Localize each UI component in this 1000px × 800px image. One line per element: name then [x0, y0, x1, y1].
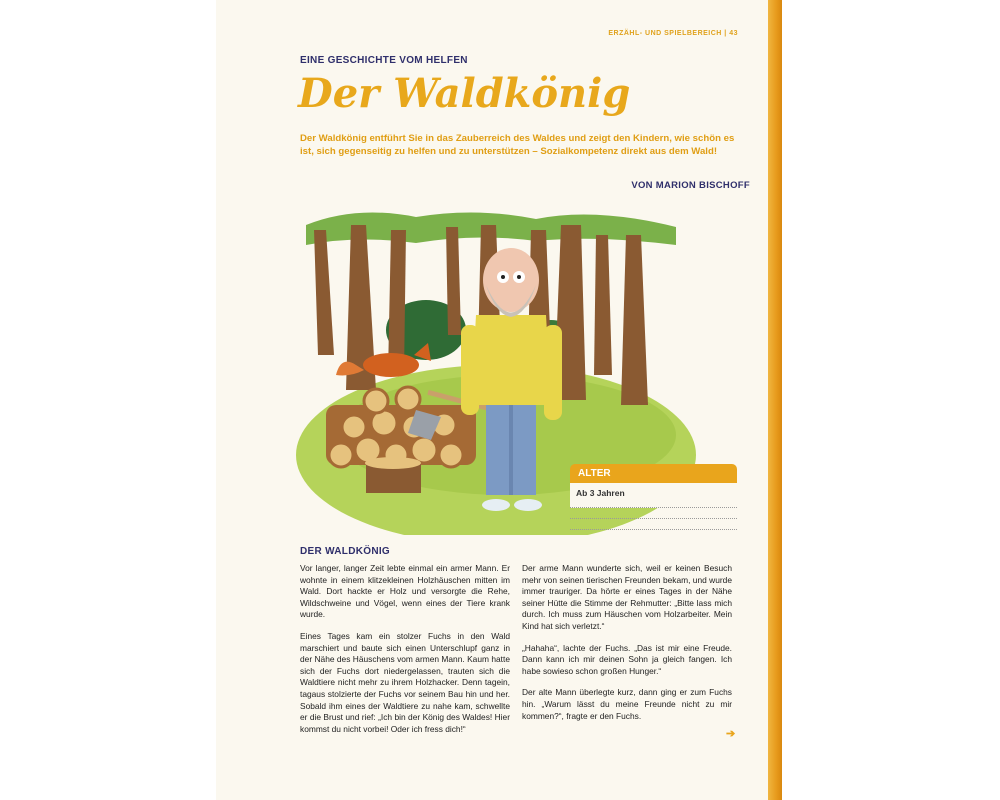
story-paragraph: Vor langer, langer Zeit lebte einmal ein armer Mann. Er wohnte in einem klitzekleinen Holzhäuschen mitten im Wald. Dort hackte er Holz und versorgte die Rehe, Wildschweine und Vögel, wenn eines der Tiere krank wurde. [300, 563, 510, 620]
story-paragraph: „Hahaha“, lachte der Fuchs. „Das ist mir eine Freude. Dann kann ich mir deinen Sohn ja gleich fangen. Ich habe sowieso schon großen Hunger.“ [522, 642, 732, 676]
article-author: VON MARION BISCHOFF [631, 180, 750, 191]
continue-arrow-icon[interactable]: ➔ [726, 728, 736, 740]
story-column-left [300, 563, 510, 745]
age-info-value: Ab 3 Jahren [570, 483, 737, 508]
age-info-line [570, 519, 737, 530]
story-heading: DER WALDKÖNIG [300, 546, 391, 557]
age-info-box [570, 464, 737, 530]
page-edge-stripe [768, 0, 782, 800]
article-title: Der Waldkönig [298, 70, 631, 117]
story-paragraph: Eines Tages kam ein stolzer Fuchs in den Wald marschiert und baute sich einen Unterschlupf ganz in der Nähe des Häuschens vom armen Mann. Kaum hatte sich der Fuchs dort niedergelassen, trauten sich die Waldtiere nicht mehr zu ihrem Holzhacker. Denn tagein, tagaus stolzierte der Fuchs vor seinem Bau hin und her. Sobald ihm eines der Waldtiere zu nahe kam, schwellte er die Brust und rief: „Ich bin der König des Waldes! Hier kommst du nicht vorbei! Oder ich fress dich!“ [300, 630, 510, 734]
article-kicker: EINE GESCHICHTE VOM HELFEN [300, 55, 468, 66]
story-column-right [522, 563, 732, 732]
article-intro: Der Waldkönig entführt Sie in das Zauberreich des Waldes und zeigt den Kindern, wie schön es ist, sich gegenseitig zu helfen und zu unterstützen – Sozialkompetenz direkt aus dem Wald! [300, 133, 735, 157]
magazine-page [216, 0, 768, 800]
story-paragraph: Der arme Mann wunderte sich, weil er keinen Besuch mehr von seinen tierischen Freunden bekam, und wurde immer trauriger. Da hörte er eines Tages in der Nähe seiner Hütte die Stimme der Rehmutter: „Bitte lass mich durch. Ich muss zum Häuschen vom Holzarbeiter. Mein Kind hat sich verletzt.“ [522, 563, 732, 631]
story-paragraph: Der alte Mann überlegte kurz, dann ging er zum Fuchs hin. „Warum lässt du meine Freunde nicht zu mir kommen?“, fragte er den Fuchs. [522, 687, 732, 721]
age-info-heading: ALTER [570, 464, 737, 483]
running-head: ERZÄHL- UND SPIELBEREICH | 43 [608, 30, 738, 37]
age-info-line [570, 508, 737, 519]
